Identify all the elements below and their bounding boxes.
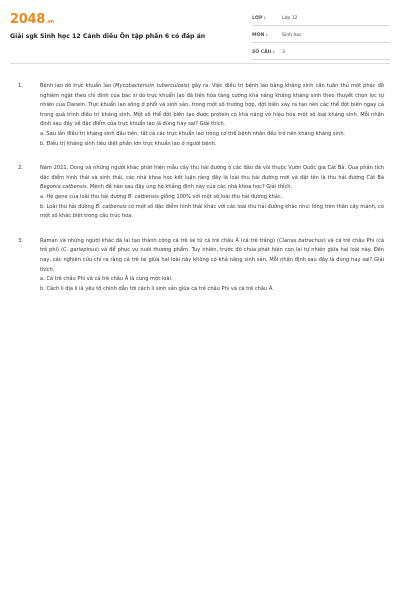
meta-panel [252, 12, 390, 63]
meta-value: 3 [282, 50, 285, 55]
question-body [40, 237, 384, 295]
option-a: a. Sau lần điều trị kháng sinh đầu tiên, tất cả các trực khuẩn lao trong cơ thể bệnh nhân đều trở nên kháng kháng sinh. [40, 130, 346, 137]
option-a: a. Cá trê châu Phi và cá trê châu Á là cùng một loài. [40, 276, 173, 283]
question-number: 1. [18, 83, 23, 89]
question-stem: Bệnh lao do trực khuẩn lao (Mycobacterium tuberculosis) gây ra. Việc điều trị bệnh lao bằng kháng sinh cần tuân thủ một phác đồ nghiêm ngặt theo chỉ định của bác sĩ do trực khuẩn lao đã tiến hóa tăng cường khả năng kháng kháng sinh theo thuyết chọn lọc tự nhiên của Darwin. Trực khuẩn lao sống ở phổi và sinh sản, trong một số trường hợp, đột biến xảy ra tạo nên các thể đột biến ngay cả trong quá trình điều trị kháng sinh. Một số thể đột biến tạo được protein có khả năng vô hiệu hóa một số loại kháng sinh. Mỗi nhận định sau đây về đặc điểm của trực khuẩn lao là đúng hay sai? Giải thích. [40, 83, 384, 128]
option-b: b. Loài thu hải đường B. catbensis có một số đặc điểm hình thái khác với các loài thu hải đường khác như: lông trên thân cây mảnh, có một số khác biệt trong cấu trúc hoa. [40, 203, 384, 220]
option-a: a. Hệ gene của loài thu hải đường B. catbensis giống 100% với một số loài thu hải đường khác. [40, 193, 283, 200]
question-number: 3. [18, 237, 23, 244]
species-name: Begonia catbensis [40, 184, 87, 191]
meta-value: Lớp 12 [282, 16, 298, 21]
meta-value: Sinh học [282, 33, 302, 38]
option-b: b. Cách li địa lí là yếu tố chính dẫn tới cách li sinh sản giữa cá trê châu Phi và cá trê châu Á. [40, 285, 274, 292]
species-name: Mycobacterium tuberculosis [115, 83, 188, 89]
species-name: C. gariepinus [63, 247, 97, 254]
header [0, 0, 400, 68]
logo-suffix: .vn [45, 19, 54, 25]
species-name: B. catbensis [127, 193, 159, 200]
question-list [18, 82, 384, 309]
option-b: b. Điều trị kháng sinh tiêu diệt phần lớn trực khuẩn lao ở người bệnh. [40, 140, 217, 147]
question-stem: Năm 2021, Dong và những người khác phát hiện mẫu cây thu hải đường ở các đảo đá vôi thuộc Vườn Quốc gia Cát Bà. Qua phân tích đặc điểm hình thái và sinh thái, các nhà khoa học kết luận rằng đây là loài thu hải đường mới và đặt tên là thu hải đường Cát Bà Begonia catbensis. Mệnh đề nào sau đây ủng hộ khẳng định này của các nhà khoa học? Giải thích. [40, 165, 384, 191]
logo-text: 2048 [10, 12, 45, 27]
question-body [40, 164, 384, 222]
question-2 [18, 164, 384, 222]
question-number: 2. [18, 165, 23, 172]
meta-row-subject [252, 29, 390, 43]
species-name: Clarias batrachus [278, 237, 324, 244]
question-body [40, 82, 384, 149]
document-title: Giải sgk Sinh học 12 Cánh diều Ôn tập phần 6 có đáp án [10, 33, 206, 40]
site-logo[interactable] [10, 12, 54, 27]
meta-label: MÔN : [252, 33, 268, 38]
question-1 [18, 82, 384, 149]
meta-row-question-count [252, 46, 390, 60]
meta-label: LỚP : [252, 16, 266, 21]
meta-row-class [252, 12, 390, 26]
meta-label: SỐ CÂU : [252, 50, 275, 55]
species-name: B. catbensis [95, 203, 127, 210]
header-divider [10, 63, 390, 64]
question-3 [18, 237, 384, 295]
question-stem: Raman và những người khác đã lai tạo thành công cá trê lai từ cá trê châu Á (cá trê trắng) (Clarias batrachus) và cá trê châu Phi (cá trê phi) (C. gariepinus) và để phục vụ nuôi thương phẩm. Tuy nhiên, trước đó chưa phát hiện con lai tự nhiên giữa hai loài này. Đến nay, các nghiên cứu chỉ ra rằng cá trê lai giữa hai loài này không có khả năng sinh sản. Mỗi nhận định sau đây là đúng hay sai? Giải thích. [40, 237, 385, 273]
